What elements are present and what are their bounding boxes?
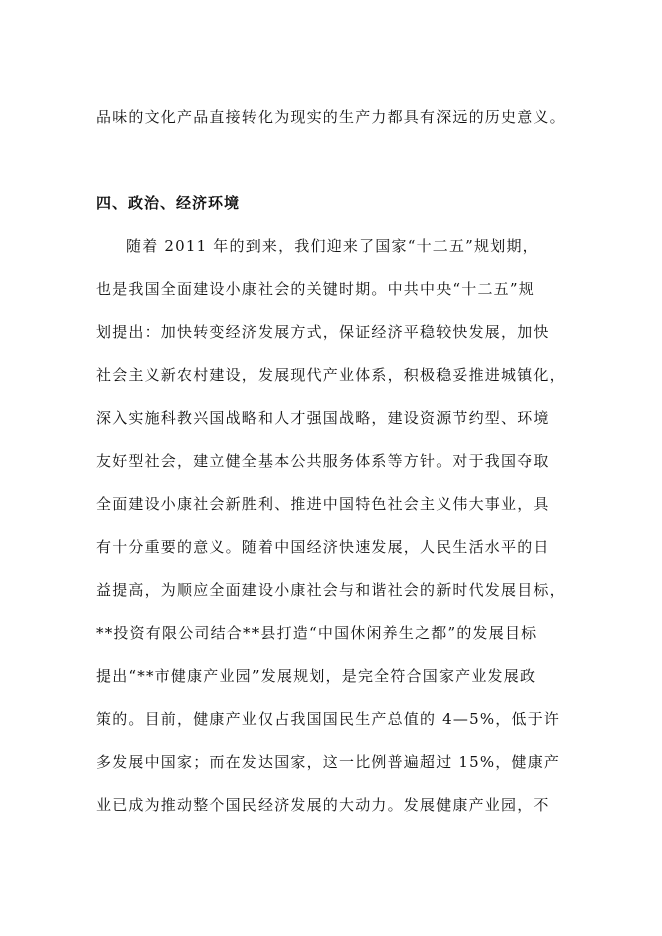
paragraph-line: 也是我国全面建设小康社会的关键时期。中共中央“十二五”规 [96,280,535,298]
paragraph-line: 全面建设小康社会新胜利、推进中国特色社会主义伟大事业，具 [96,495,550,513]
paragraph-line: 划提出：加快转变经济发展方式，保证经济平稳较快发展，加快 [96,323,550,341]
paragraph-line: 业已成为推动整个国民经济发展的大动力。发展健康产业园，不 [96,796,550,814]
paragraph-line: 有十分重要的意义。随着中国经济快速发展，人民生活水平的日 [96,538,550,556]
paragraph-line: **投资有限公司结合**县打造“中国休闲养生之都”的发展目标 [96,624,538,642]
paragraph-line: 多发展中国家；而在发达国家，这一比例普遍超过 15%，健康产 [96,753,561,771]
paragraph-line: 友好型社会，建立健全基本公共服务体系等方针。对于我国夺取 [96,452,550,470]
paragraph-line: 策的。目前，健康产业仅占我国国民生产总值的 4—5%，低于许 [96,710,561,728]
section-heading: 四、政治、经济环境 [96,194,241,212]
paragraph-line: 深入实施科教兴国战略和人才强国战略，建设资源节约型、环境 [96,409,550,427]
paragraph-line: 社会主义新农村建设，发展现代产业体系，积极稳妥推进城镇化， [96,366,566,384]
paragraph-line: 随着 2011 年的到来，我们迎来了国家“十二五”规划期， [126,237,539,255]
intro-line: 品味的文化产品直接转化为现实的生产力都具有深远的历史意义。 [96,108,566,126]
paragraph-line: 提出“**市健康产业园”发展规划，是完全符合国家产业发展政 [96,667,537,685]
paragraph-line: 益提高，为顺应全面建设小康社会与和谐社会的新时代发展目标， [96,581,566,599]
